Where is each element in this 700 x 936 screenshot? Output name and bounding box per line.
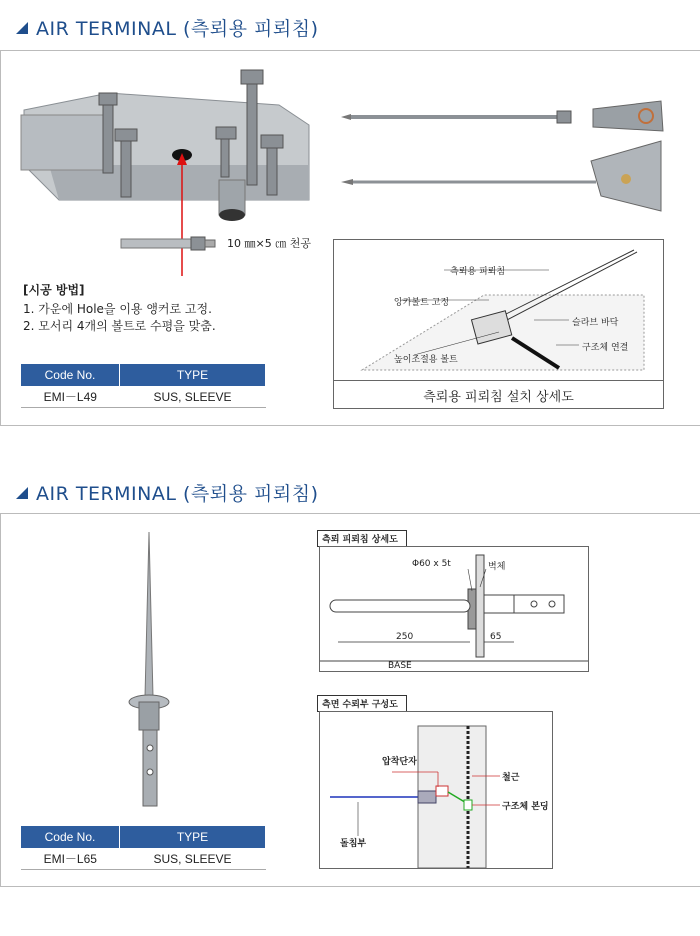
rebar-label: 철근: [502, 773, 520, 783]
triangle-icon: [16, 22, 28, 34]
label-slab: 슬라브 바닥: [572, 318, 619, 328]
code-value: EMI－L49: [21, 386, 120, 408]
rod-label: 돌침부: [340, 839, 367, 849]
anchor-bolt-icon: [119, 234, 219, 254]
detail-top-tag: 측뢰 피뢰침 상세도: [317, 530, 407, 547]
type-value: SUS, SLEEVE: [120, 848, 266, 870]
triangle-icon: [16, 487, 28, 499]
header-code: Code No.: [21, 826, 120, 848]
header-type: TYPE: [120, 364, 266, 386]
bonding-label: 구조체 본딩: [502, 802, 549, 812]
method-line-1: 1. 가운에 Hole을 이용 앵커로 고정.: [23, 302, 212, 316]
install-diagram: [334, 240, 663, 380]
detail-caption: 측뢰용 피뢰침 설치 상세도: [423, 390, 574, 405]
spec-table-2: [21, 826, 266, 870]
base-label: BASE: [388, 661, 412, 671]
code-value: EMI－L65: [21, 848, 120, 870]
rod-photos: [341, 101, 676, 226]
label-rod: 측뢰용 피뢰침: [450, 267, 506, 277]
len-bracket: 65: [490, 632, 502, 642]
section2-title: AIR TERMINAL (측뢰용 피뢰침): [16, 479, 318, 506]
method-title: [시공 방법]: [23, 283, 85, 297]
label-level: 높이조절용 볼트: [394, 355, 458, 365]
section1-panel: [0, 50, 700, 426]
detail-top-diagram: [320, 547, 588, 671]
method-line-2: 2. 모서리 4개의 볼트로 수평을 맞춤.: [23, 319, 216, 333]
tapered-rod-photo: [119, 532, 179, 812]
terminal-label: 압착단자: [382, 757, 417, 767]
header-code: Code No.: [21, 364, 120, 386]
section1-title: AIR TERMINAL (측뢰용 피뢰침): [16, 14, 318, 41]
spec-table-1: [21, 364, 266, 408]
type-value: SUS, SLEEVE: [120, 386, 266, 408]
install-detail: [333, 239, 664, 409]
label-anchor: 앙카볼트 고정: [394, 298, 450, 308]
section2-panel: [0, 513, 700, 887]
anchor-label: 10 ㎜×5 ㎝ 천공: [227, 237, 311, 250]
wall-label: 벽체: [488, 562, 506, 572]
detail-bottom-tag: 측면 수뢰부 구성도: [317, 695, 407, 712]
len-rod: 250: [396, 632, 414, 642]
dim-plate: Φ60 x 5t: [412, 559, 451, 569]
detail-top: [319, 546, 589, 672]
detail-bottom: [319, 711, 553, 869]
label-struct: 구조체 연결: [582, 343, 629, 353]
header-type: TYPE: [120, 826, 266, 848]
